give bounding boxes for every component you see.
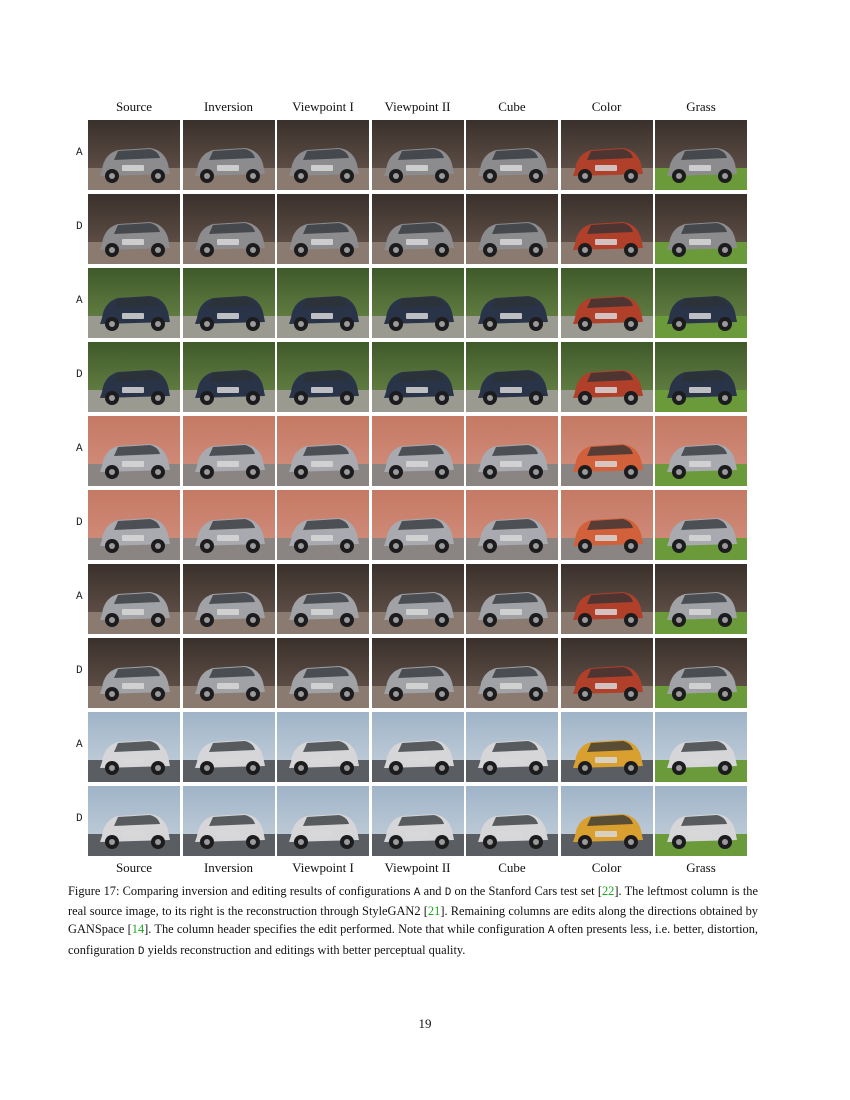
caption-text: ]. Remaining columns are edits along the directions obtained by GANSpace [	[68, 904, 758, 937]
figure-row	[76, 416, 750, 486]
car-image-source	[88, 786, 180, 856]
car-image-viewpoint-ii	[372, 268, 464, 338]
figure-row	[76, 638, 750, 708]
car-image-inversion	[183, 268, 275, 338]
citation-link[interactable]: 22	[601, 884, 615, 898]
car-image-viewpoint-i	[277, 712, 369, 782]
car-image-inversion	[183, 342, 275, 412]
comparison-figure	[76, 98, 750, 877]
car-image-inversion	[183, 490, 275, 560]
car-image-cube	[466, 786, 558, 856]
car-image-cube	[466, 120, 558, 190]
citation-link[interactable]: 21	[427, 904, 441, 919]
car-image-viewpoint-i	[277, 120, 369, 190]
car-image-source	[88, 490, 180, 560]
car-image-source	[88, 120, 180, 190]
figure-row	[76, 268, 750, 338]
car-image-viewpoint-i	[277, 490, 369, 560]
caption-text: yields reconstruction and editings with better perceptual quality.	[144, 942, 466, 957]
car-image-source	[88, 194, 180, 264]
row-config-label: A	[76, 147, 83, 159]
car-image-grass	[655, 120, 747, 190]
car-image-color	[561, 194, 653, 264]
column-footer-viewpoint-ii: Viewpoint II	[384, 860, 451, 875]
car-image-color	[561, 120, 653, 190]
column-headers-top	[88, 98, 750, 116]
figure-row	[76, 712, 750, 782]
column-header-source: Source	[115, 99, 153, 114]
column-footer-color: Color	[591, 860, 622, 875]
figure-row	[76, 194, 750, 264]
caption-text: Figure 17: Comparing inversion and editing results of configurations	[68, 884, 414, 898]
column-footer-source: Source	[115, 860, 153, 875]
column-header-viewpoint-i: Viewpoint I	[292, 99, 354, 114]
car-image-source	[88, 712, 180, 782]
car-image-color	[561, 416, 653, 486]
column-footer-grass: Grass	[686, 860, 716, 875]
car-image-color	[561, 268, 653, 338]
car-image-viewpoint-ii	[372, 712, 464, 782]
row-config-label: A	[76, 295, 83, 307]
column-header-color: Color	[591, 99, 622, 114]
car-image-viewpoint-i	[277, 268, 369, 338]
citation-link[interactable]: 14	[131, 922, 145, 937]
caption-config-a: A	[413, 887, 421, 899]
row-config-label: D	[76, 369, 83, 381]
car-image-grass	[655, 786, 747, 856]
car-image-viewpoint-ii	[372, 120, 464, 190]
car-image-color	[561, 490, 653, 560]
car-image-color	[561, 786, 653, 856]
car-image-viewpoint-ii	[372, 342, 464, 412]
caption-text: and	[420, 884, 445, 898]
car-image-cube	[466, 564, 558, 634]
car-image-viewpoint-i	[277, 564, 369, 634]
column-header-viewpoint-ii: Viewpoint II	[384, 99, 451, 114]
row-config-label: A	[76, 591, 83, 603]
car-image-cube	[466, 342, 558, 412]
car-image-cube	[466, 638, 558, 708]
figure-row	[76, 490, 750, 560]
car-image-viewpoint-ii	[372, 194, 464, 264]
row-config-label: D	[76, 221, 83, 233]
car-image-grass	[655, 194, 747, 264]
car-image-source	[88, 268, 180, 338]
column-footer-inversion: Inversion	[203, 860, 254, 875]
car-image-color	[561, 638, 653, 708]
column-footer-viewpoint-i: Viewpoint I	[292, 860, 354, 875]
car-image-viewpoint-ii	[372, 638, 464, 708]
car-image-inversion	[183, 786, 275, 856]
image-grid	[76, 120, 750, 856]
car-image-inversion	[183, 194, 275, 264]
car-image-inversion	[183, 564, 275, 634]
row-config-label: D	[76, 813, 83, 825]
caption-text: often presents less, i.e. better, distortion, configuration	[68, 922, 759, 957]
figure-row	[76, 342, 750, 412]
caption-config-d: D	[444, 887, 452, 899]
car-image-viewpoint-ii	[372, 786, 464, 856]
car-image-color	[561, 712, 653, 782]
car-image-cube	[466, 268, 558, 338]
car-image-inversion	[183, 120, 275, 190]
car-image-inversion	[183, 712, 275, 782]
car-image-viewpoint-i	[277, 638, 369, 708]
car-image-source	[88, 342, 180, 412]
page-number: 19	[418, 1016, 432, 1031]
car-image-source	[88, 564, 180, 634]
caption-text: ]. The column header specifies the edit performed. Note that while configuration	[144, 922, 548, 937]
car-image-viewpoint-ii	[372, 490, 464, 560]
column-header-cube: Cube	[498, 99, 526, 114]
car-image-source	[88, 416, 180, 486]
row-config-label: D	[76, 517, 83, 529]
column-header-grass: Grass	[686, 99, 716, 114]
figure-caption	[68, 882, 758, 961]
column-header-inversion: Inversion	[203, 99, 254, 114]
car-image-color	[561, 564, 653, 634]
car-image-grass	[655, 416, 747, 486]
car-image-viewpoint-i	[277, 786, 369, 856]
caption-config-a: A	[547, 925, 555, 938]
car-image-grass	[655, 490, 747, 560]
car-image-inversion	[183, 638, 275, 708]
car-image-viewpoint-i	[277, 342, 369, 412]
car-image-grass	[655, 342, 747, 412]
car-image-viewpoint-i	[277, 194, 369, 264]
car-image-viewpoint-ii	[372, 416, 464, 486]
figure-row	[76, 120, 750, 190]
car-image-cube	[466, 712, 558, 782]
car-image-inversion	[183, 416, 275, 486]
car-image-source	[88, 638, 180, 708]
car-image-cube	[466, 194, 558, 264]
figure-row	[76, 786, 750, 856]
column-headers-bottom	[88, 859, 750, 877]
row-config-label: A	[76, 443, 83, 455]
car-image-grass	[655, 638, 747, 708]
car-image-grass	[655, 268, 747, 338]
column-footer-cube: Cube	[498, 860, 526, 875]
car-image-viewpoint-i	[277, 416, 369, 486]
car-image-viewpoint-ii	[372, 564, 464, 634]
car-image-color	[561, 342, 653, 412]
car-image-grass	[655, 564, 747, 634]
caption-config-d: D	[137, 945, 145, 958]
car-image-cube	[466, 416, 558, 486]
caption-text: on the Stanford Cars test set [	[451, 884, 602, 898]
row-config-label: D	[76, 665, 83, 677]
car-image-cube	[466, 490, 558, 560]
car-image-grass	[655, 712, 747, 782]
figure-row	[76, 564, 750, 634]
row-config-label: A	[76, 739, 83, 751]
caption-text: ]. The leftmost column is the real source image, to its right is the reconstruction through StyleGAN2 [	[68, 884, 758, 919]
